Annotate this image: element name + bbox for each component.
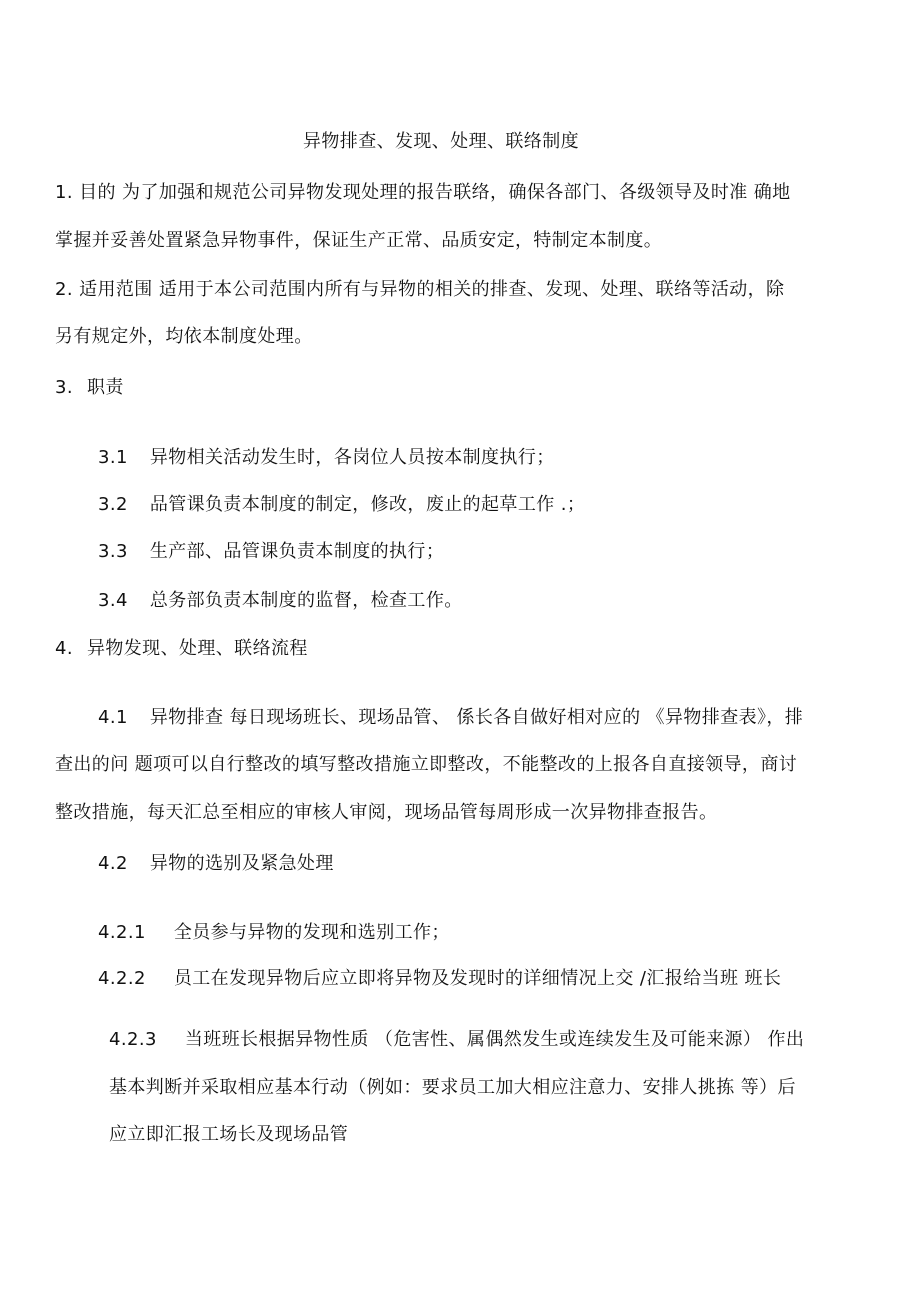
item-3-2-number: 3.2 [98,494,128,515]
para-4-2-2 [98,967,781,991]
section-1-number: 1. [55,182,73,203]
para-4-1-line-1 [98,706,803,730]
item-3-3-text: 生产部、品管课负责本制度的执行； [149,541,445,562]
item-3-2-text: 品管课负责本制度的制定，修改，废止的起草工作 .； [149,494,586,515]
item-3-1 [98,446,555,470]
item-3-1-text: 异物相关活动发生时，各岗位人员按本制度执行； [149,447,555,468]
para-4-1-number: 4.1 [98,707,128,728]
para-4-2-number: 4.2 [98,853,128,874]
section-2-heading: 适用范围 [79,279,153,300]
item-3-4 [98,589,463,613]
section-3-heading: 职责 [86,377,124,398]
section-1-text-1: 为了加强和规范公司异物发现处理的报告联络，确保各部门、各级领导及时准 确地 [122,182,791,203]
item-3-1-number: 3.1 [98,447,128,468]
para-4-2-1-text: 全员参与异物的发现和选别工作； [173,922,450,943]
para-4-2-3-text-1: 当班班长根据异物性质 （危害性、属偶然发生或连续发生及可能来源） 作出 [184,1029,805,1050]
section-2-number: 2. [55,279,73,300]
para-4-2-2-text: 员工在发现异物后应立即将异物及发现时的详细情况上交 /汇报给当班 班长 [173,968,782,989]
section-1-heading: 目的 [79,182,116,203]
para-4-1-text-1: 异物排查 每日现场班长、现场品管、 係长各自做好相对应的 《异物排查表》，排 [149,707,804,728]
item-3-4-text: 总务部负责本制度的监督，检查工作。 [149,590,463,611]
para-4-2-1 [98,921,450,945]
para-4-2-text: 异物的选别及紧急处理 [149,853,334,874]
item-3-2 [98,493,585,517]
item-3-4-number: 3.4 [98,590,128,611]
section-4-heading-line [55,637,308,661]
para-4-2-2-number: 4.2.2 [98,968,146,989]
para-4-2-3-line-3: 应立即汇报工场长及现场品管 [109,1124,349,1145]
para-4-2-3-number: 4.2.3 [109,1029,157,1050]
para-4-2-1-number: 4.2.1 [98,922,146,943]
document-title: 异物排查、发现、处理、联络制度 [303,131,579,152]
para-4-1-line-3: 整改措施，每天汇总至相应的审核人审阅，现场品管每周形成一次异物排查报告。 [55,802,718,823]
section-4-number: 4. [55,638,73,659]
section-2-line-2: 另有规定外，均依本制度处理。 [55,326,313,347]
section-2-text-1: 适用于本公司范围内所有与异物的相关的排查、发现、处理、联络等活动，除 [158,279,785,300]
para-4-1-line-2: 查出的问 题项可以自行整改的填写整改措施立即整改，不能整改的上报各自直接领导，商讨 [55,754,798,775]
section-1-line-2: 掌握并妥善处置紧急异物事件，保证生产正常、品质安定，特制定本制度。 [55,230,663,251]
para-4-2-3-line-1 [109,1028,804,1052]
section-2-line-1 [55,278,784,302]
section-3-number: 3. [55,377,73,398]
section-1-line-1 [55,181,791,205]
item-3-3 [98,540,444,564]
section-3-heading-line [55,376,124,400]
para-4-2 [98,852,334,876]
item-3-3-number: 3.3 [98,541,128,562]
section-4-heading: 异物发现、处理、联络流程 [86,638,308,659]
para-4-2-3-line-2: 基本判断并采取相应基本行动（例如：要求员工加大相应注意力、安排人挑拣 等）后 [109,1077,796,1098]
